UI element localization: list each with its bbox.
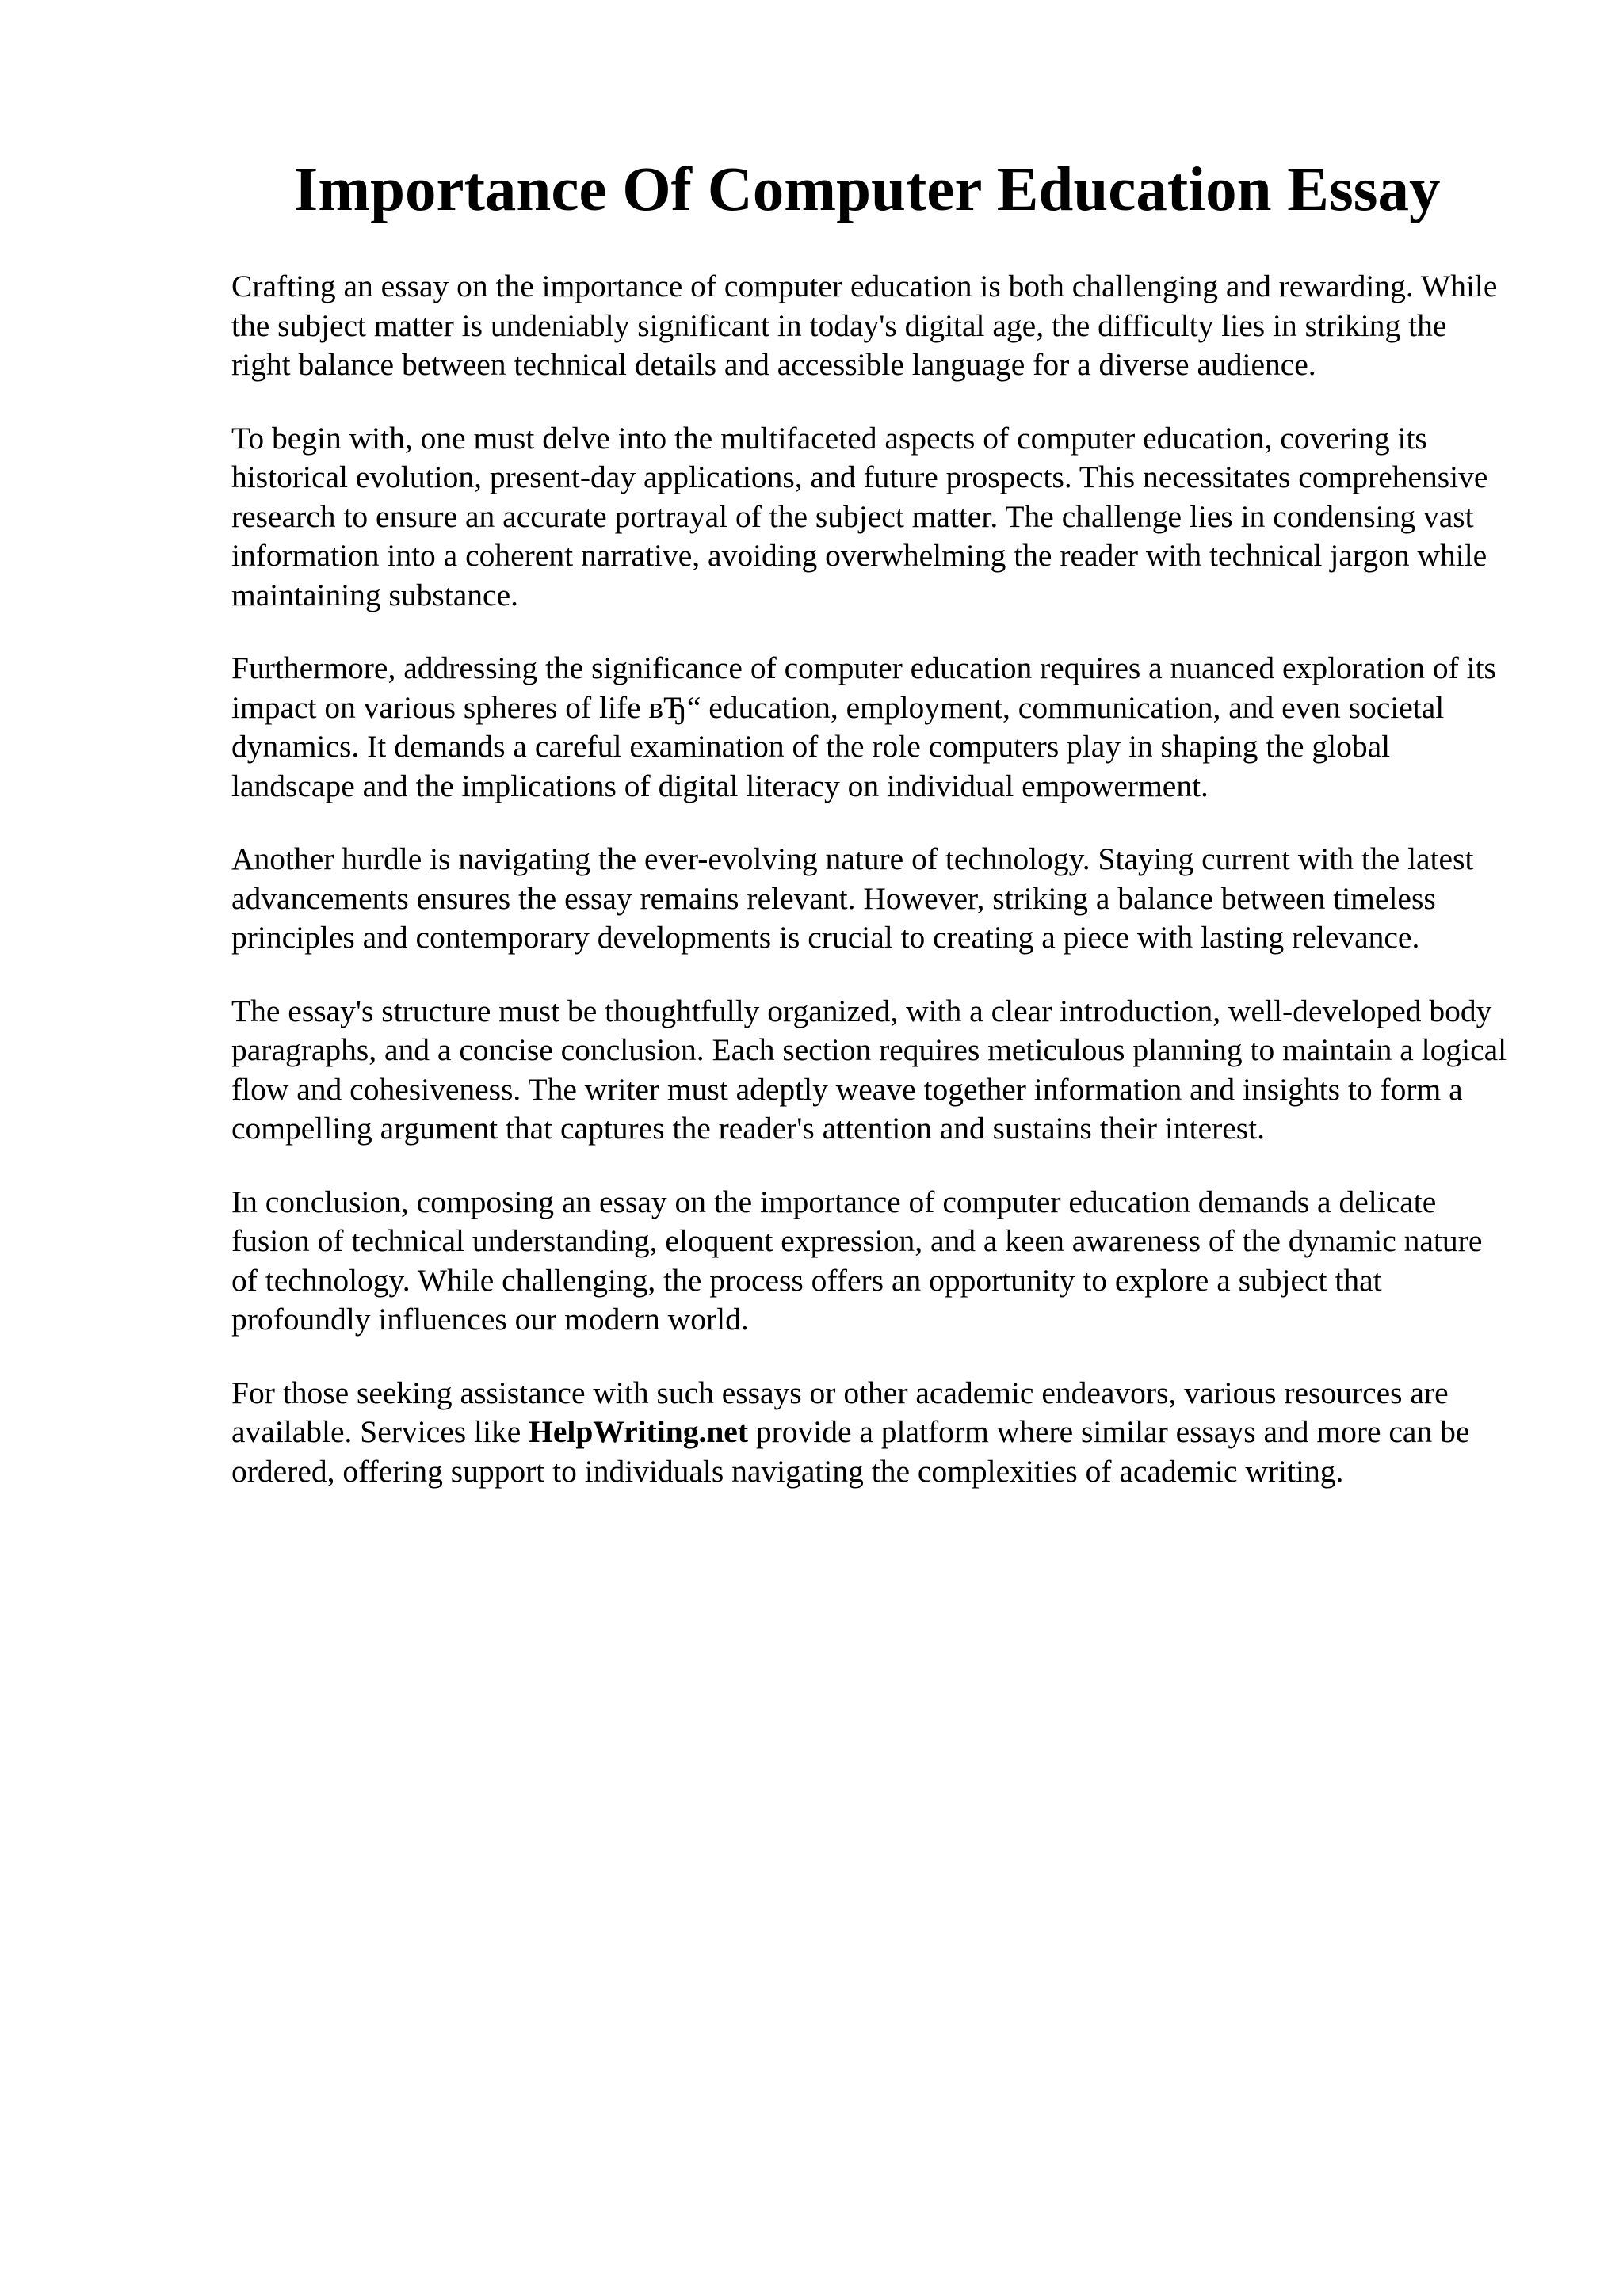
brand-link[interactable]: HelpWriting.net bbox=[529, 1414, 748, 1449]
essay-body bbox=[231, 267, 1511, 1525]
paragraph-3: Furthermore, addressing the significance of computer education requires a nuanced exploration of its impact on various spheres of life вЂ“ education, employment, communication, and even societal dynamics. It demands a careful examination of the role computers play in shaping the global landscape and the implications of digital literacy on individual empowerment. bbox=[231, 650, 1496, 803]
paragraph-6: In conclusion, composing an essay on the importance of computer education demands a delicate fusion of technical understanding, eloquent expression, and a keen awareness of the dynamic nature of technology. While challenging, the process offers an opportunity to explore a subject that profoundly influences our modern world. bbox=[231, 1184, 1483, 1337]
paragraph-2: To begin with, one must delve into the multifaceted aspects of computer education, covering its historical evolution, present-day applications, and future prospects. This necessitates comprehensive research to ensure an accurate portrayal of the subject matter. The challenge lies in condensing vast information into a coherent narrative, avoiding overwhelming the reader with technical jargon while maintaining substance. bbox=[231, 420, 1488, 612]
paragraph-5: The essay's structure must be thoughtfully organized, with a clear introduction, well-developed body paragraphs, and a concise conclusion. Each section requires meticulous planning to maintain a logical flow and cohesiveness. The writer must adeptly weave together information and insights to form a compelling argument that captures the reader's attention and sustains their interest. bbox=[231, 993, 1507, 1146]
paragraph-4: Another hurdle is navigating the ever-evolving nature of technology. Staying current with the latest advancements ensures the essay remains relevant. However, striking a balance between timeless principles and contemporary developments is crucial to creating a piece with lasting relevance. bbox=[231, 841, 1474, 955]
closing-paragraph bbox=[231, 1374, 1511, 1492]
page-title: Importance Of Computer Education Essay bbox=[293, 155, 1441, 224]
paragraph-1: Crafting an essay on the importance of computer education is both challenging and rewarding. While the subject matter is undeniably significant in today's digital age, the difficulty lies in striking the right balance between technical details and accessible language for a diverse audience. bbox=[231, 269, 1498, 382]
closing-text-before: For those seeking assistance with such essays or other academic endeavors, various resources are available. Services like bbox=[231, 1375, 1449, 1449]
closing-text-after: provide a platform where similar essays and more can be ordered, offering support to individuals navigating the complexities of academic writing. bbox=[231, 1414, 1470, 1489]
